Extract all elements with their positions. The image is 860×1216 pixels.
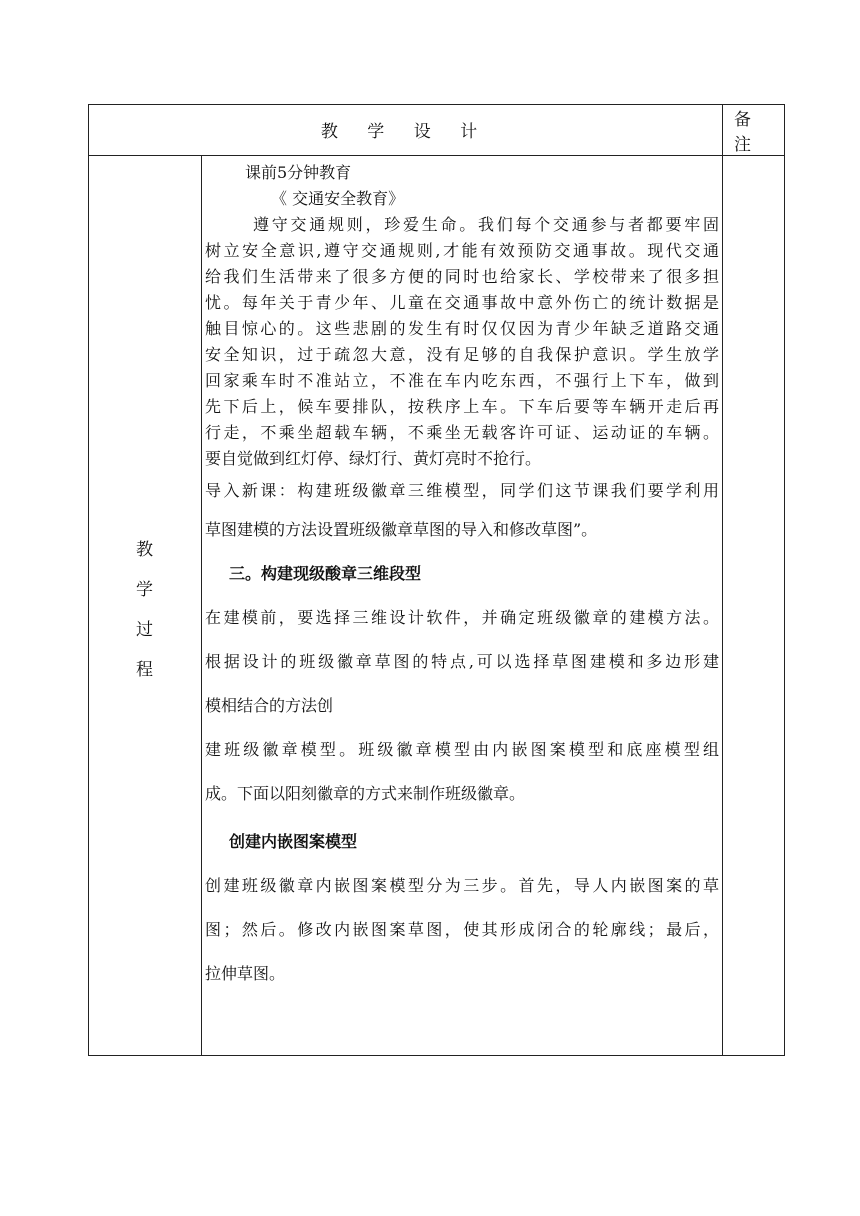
notes-column-divider	[722, 104, 723, 1056]
paragraph-line: 图；然后。修改内嵌图案草图，使其形成闭合的轮廓线；最后，	[205, 920, 719, 939]
paragraph-line: 模相结合的方法创	[205, 696, 334, 715]
paragraph-line: 给我们生活带来了很多方便的同时也给家长、学校带来了很多担	[205, 267, 719, 286]
paragraph-line: 树立安全意识,遵守交通规则,才能有效预防交通事故。现代交通	[205, 241, 719, 260]
table-header-title: 教 学 设 计	[320, 122, 490, 142]
teaching-process-label	[88, 530, 201, 690]
paragraph-line: 要自觉做到红灯停、绿灯行、黄灯亮时不抢行。	[205, 449, 542, 468]
intro-title: 课前5分钟教育	[245, 163, 352, 182]
paragraph-line: 先下后上，候车要排队，按秩序上车。下车后要等车辆开走后再	[205, 397, 719, 416]
paragraph-line: 拉伸草图。	[205, 964, 286, 983]
paragraph-line: 遵守交通规则，珍爱生命。我们每个交通参与者都要牢固	[253, 215, 719, 234]
side-label-char: 过	[136, 620, 153, 640]
paragraph-line: 建班级徽章模型。班级徽章模型由内嵌图案模型和底座模型组	[205, 740, 719, 759]
label-column-divider	[201, 155, 202, 1056]
section-heading: 三。构建现级酸章三维段型	[229, 564, 422, 583]
paragraph-line: 草图建模的方法设置班级徽章草图的导入和修改草图”。	[205, 520, 598, 539]
paragraph-line: 成。下面以阳刻徽章的方式来制作班级徽章。	[205, 784, 526, 803]
header-divider	[88, 155, 785, 156]
lesson-content	[205, 160, 719, 996]
paragraph-line: 安全知识，过于疏忽大意，没有足够的自我保护意识。学生放学	[205, 345, 719, 364]
side-label-char: 程	[136, 660, 153, 680]
paragraph-line: 触目惊心的。这些悲剧的发生有时仅仅因为青少年缺乏道路交通	[205, 319, 719, 338]
sub-heading: 创建内嵌图案模型	[229, 832, 358, 851]
paragraph-line: 行走，不乘坐超载车辆，不乘坐无载客许可证、运动证的车辆。	[205, 423, 719, 442]
paragraph-line: 忧。每年关于青少年、儿童在交通事故中意外伤亡的统计数据是	[205, 293, 719, 312]
paragraph-line: 创建班级徽章内嵌图案模型分为三步。首先，导人内嵌图案的草	[205, 876, 719, 895]
paragraph-line: 在建模前，要选择三维设计软件，并确定班级徽章的建模方法。	[205, 608, 719, 627]
side-label-char: 教	[136, 540, 153, 560]
side-label-char: 学	[136, 580, 153, 600]
intro-subtitle: 《 交通安全教育》	[271, 189, 405, 208]
paragraph-line: 回家乘车时不准站立，不准在车内吃东西，不强行上下车，做到	[205, 371, 719, 390]
table-header-notes: 备 注	[734, 109, 767, 155]
paragraph-line: 导入新课：构建班级徽章三维模型，同学们这节课我们要学利用	[205, 481, 719, 500]
paragraph-line: 根据设计的班级徽章草图的特点,可以选择草图建模和多边形建	[205, 652, 719, 671]
